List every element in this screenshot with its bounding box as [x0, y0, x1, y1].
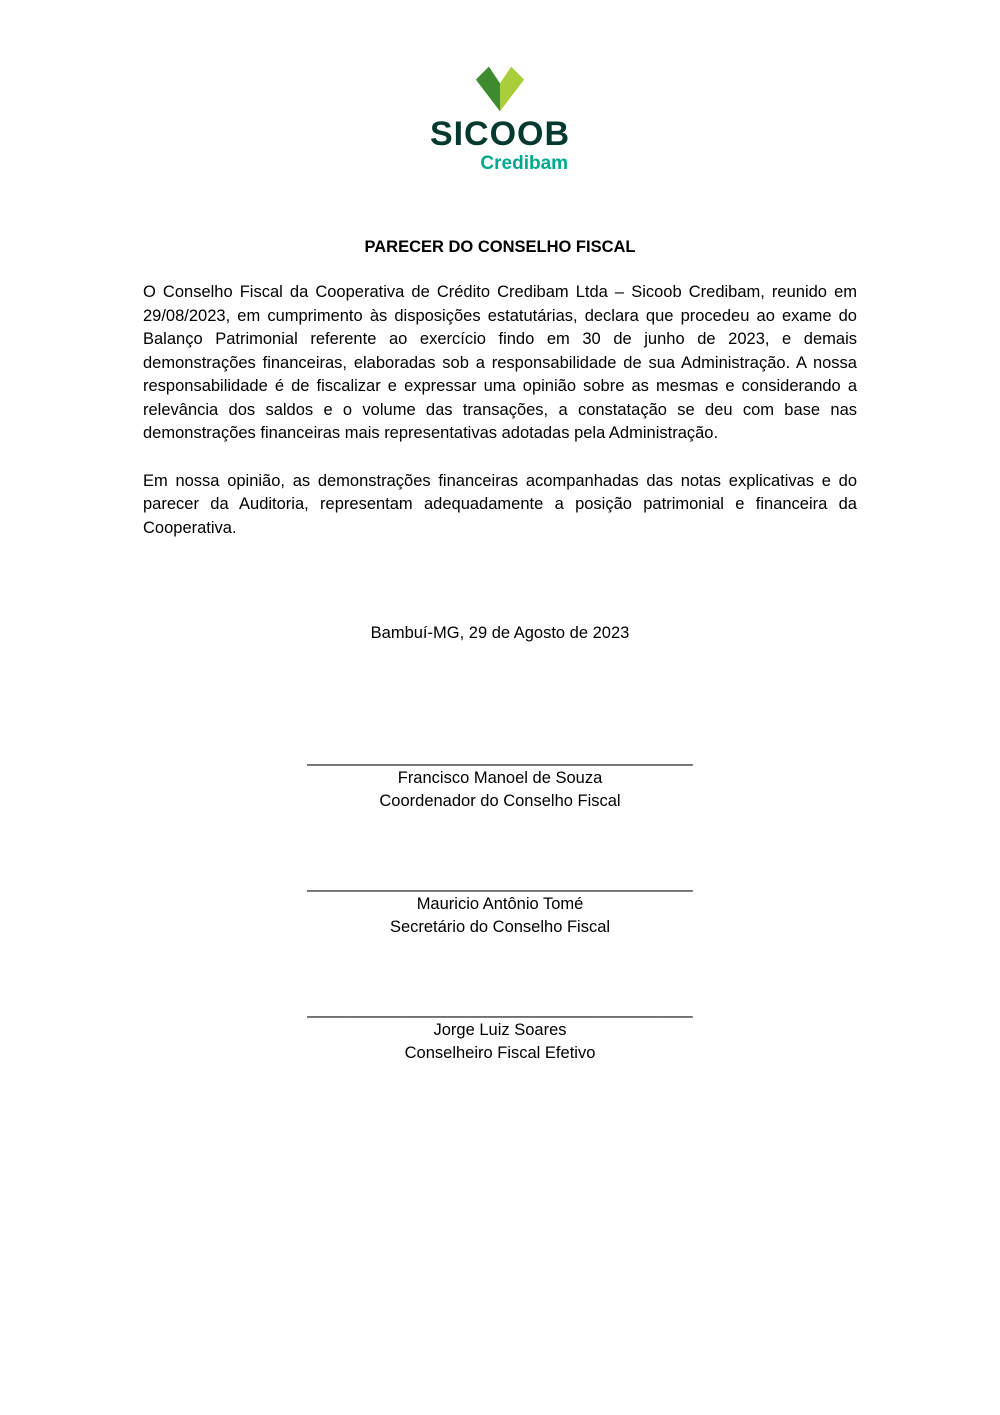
document-title: PARECER DO CONSELHO FISCAL	[364, 238, 636, 257]
signature-line: __________________________________________	[307, 748, 693, 767]
signer-role: Coordenador do Conselho Fiscal	[379, 792, 621, 811]
paragraph-2: Em nossa opinião, as demonstrações financeiras acompanhadas das notas explicativas e do parecer da Auditoria, representam adequadamente a posição patrimonial e financeira da Cooperativa.	[143, 471, 857, 537]
signer-role: Secretário do Conselho Fiscal	[389, 918, 611, 937]
document-body	[0, 238, 1000, 1065]
sicoob-mark-icon	[474, 64, 526, 112]
logo-block	[430, 64, 570, 176]
brand-name: SICOOB	[429, 115, 571, 153]
paragraph-1: O Conselho Fiscal da Cooperativa de Crédito Credibam Ltda – Sicoob Credibam, reunido em 29/08/2023, em cumprimento às disposições estatutárias, declara que procedeu ao exame do Balanço Patrimonial referente ao exercício findo em 30 de junho de 2023, e demais demonstrações financeiras, elaboradas sob a responsabilidade de sua Administração. A nossa responsabilidade é de fiscalizar e expressar uma opinião sobre as mesmas e considerando a relevância dos saldos e o volume das transações, a constatação se deu com base nas demonstrações financeiras mais representativas adotadas pela Administração.	[143, 283, 857, 443]
sub-brand-name: Credibam	[480, 153, 569, 175]
dateline: Bambuí-MG, 29 de Agosto de 2023	[370, 624, 630, 643]
signer-role: Conselheiro Fiscal Efetivo	[404, 1044, 596, 1063]
signature-section	[143, 747, 857, 1065]
signature-block-3	[143, 999, 857, 1065]
logo	[0, 0, 1000, 176]
signature-line: __________________________________________	[307, 874, 693, 893]
signer-name: Francisco Manoel de Souza	[397, 769, 603, 788]
signature-block-2	[143, 873, 857, 939]
signer-name: Mauricio Antônio Tomé	[416, 895, 584, 914]
signature-line: __________________________________________	[307, 1000, 693, 1019]
signer-name: Jorge Luiz Soares	[433, 1021, 567, 1040]
signature-block-1	[143, 747, 857, 813]
